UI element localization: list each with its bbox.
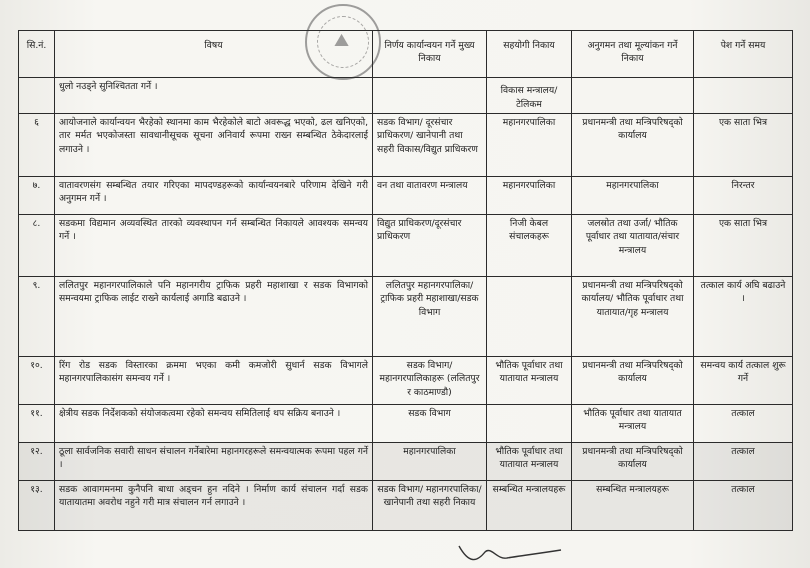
- cell-partner: भौतिक पूर्वाधार तथा यातायात मन्त्रालय: [487, 443, 572, 481]
- cell-subject: आयोजनाले कार्यान्वयन भैरहेको स्थानमा काम भैरहेकोले बाटो अवरूद्ध भएको, ढल खनिएको, तार मर्मत भएकोजस्ता सावधानीसूचक सूचना अनिवार्य रूपमा राख्न सम्बन्धित ठेकेदारलाई लगाउने ।: [55, 114, 373, 177]
- cell-lead: सडक विभाग/ दूरसंचार प्राधिकरण/ खानेपानी तथा सहरी विकास/विद्युत प्राधिकरण: [373, 114, 487, 177]
- table-row: [19, 78, 793, 114]
- decision-table: [18, 30, 793, 531]
- cell-sn: १३.: [19, 481, 55, 531]
- cell-sn: ७.: [19, 177, 55, 215]
- table-row: [19, 177, 793, 215]
- cell-monitoring: [572, 78, 694, 114]
- table-row: [19, 357, 793, 405]
- cell-lead: सडक विभाग: [373, 405, 487, 443]
- table-header-row: [19, 31, 793, 78]
- cell-lead: ललितपुर महानगरपालिका/ट्राफिक प्रहरी महाशाखा/सडक विभाग: [373, 277, 487, 357]
- cell-time: समन्वय कार्य तत्काल शुरू गर्ने: [694, 357, 793, 405]
- header-lead-agency: निर्णय कार्यान्वयन गर्ने मुख्य निकाय: [373, 31, 487, 78]
- table-row: [19, 481, 793, 531]
- cell-subject: रिंग रोड सडक विस्तारका क्रममा भएका कमी कमजोरी सुधार्न सडक विभागले महानगरपालिकासंग समन्वय गर्ने ।: [55, 357, 373, 405]
- cell-monitoring: जलस्रोत तथा उर्जा/ भौतिक पूर्वाधार तथा यातायात/संचार मन्त्रालय: [572, 215, 694, 277]
- cell-time: तत्काल कार्य अघि बढाउने ।: [694, 277, 793, 357]
- cell-lead: वन तथा वातावरण मन्त्रालय: [373, 177, 487, 215]
- cell-subject: सडक आवागमनमा कुनैपनि बाधा अड्चन हुन नदिने । निर्माण कार्य संचालन गर्दा सडक यातायातमा अवरोध नहुने गरी मात्र संचालन गर्न लगाउने ।: [55, 481, 373, 531]
- cell-sn: ११.: [19, 405, 55, 443]
- seal-emblem-icon: ⛰: [334, 30, 350, 51]
- table-row: [19, 114, 793, 177]
- cell-partner: विकास मन्त्रालय/टेलिकम: [487, 78, 572, 114]
- cell-time: तत्काल: [694, 405, 793, 443]
- cell-sn: १२.: [19, 443, 55, 481]
- cell-lead: सडक विभाग/ महानगरपालिका/ खानेपानी तथा सहरी निकाय: [373, 481, 487, 531]
- cell-monitoring: महानगरपालिका: [572, 177, 694, 215]
- cell-time: तत्काल: [694, 481, 793, 531]
- cell-sn: ६: [19, 114, 55, 177]
- cell-sn: १०.: [19, 357, 55, 405]
- cell-monitoring: प्रधानमन्त्री तथा मन्त्रिपरिषद्को कार्यालय/ भौतिक पूर्वाधार तथा यातायात/गृह मन्त्रालय: [572, 277, 694, 357]
- cell-lead: विद्युत प्राधिकरण/दूरसंचार प्राधिकरण: [373, 215, 487, 277]
- cell-subject: क्षेत्रीय सडक निर्देशकको संयोजकत्वमा रहेको समन्वय समितिलाई थप सक्रिय बनाउने ।: [55, 405, 373, 443]
- cell-subject: ललितपुर महानगरपालिकाले पनि महानगरीय ट्राफिक प्रहरी महाशाखा र सडक विभागको समन्वयमा ट्राफिक लाईट राख्ने कार्यलाई अगाडि बढाउने ।: [55, 277, 373, 357]
- cell-monitoring: प्रधानमन्त्री तथा मन्त्रिपरिषद्को कार्यालय: [572, 114, 694, 177]
- table-row: [19, 443, 793, 481]
- cell-monitoring: प्रधानमन्त्री तथा मन्त्रिपरिषद्को कार्यालय: [572, 443, 694, 481]
- cell-time: निरन्तर: [694, 177, 793, 215]
- cell-time: एक साता भित्र: [694, 215, 793, 277]
- cell-sn: ९.: [19, 277, 55, 357]
- header-monitoring-agency: अनुगमन तथा मूल्यांकन गर्ने निकाय: [572, 31, 694, 78]
- table-row: [19, 215, 793, 277]
- cell-sn: ८.: [19, 215, 55, 277]
- cell-partner: महानगरपालिका: [487, 177, 572, 215]
- table-row: [19, 405, 793, 443]
- header-timeline: पेश गर्ने समय: [694, 31, 793, 78]
- cell-partner: [487, 277, 572, 357]
- cell-monitoring: सम्बन्धित मन्त्रालयहरू: [572, 481, 694, 531]
- cell-subject: सडकमा विद्यमान अव्यवस्थित तारको व्यवस्थापन गर्न सम्बन्धित निकायले आवश्यक समन्वय गर्ने ।: [55, 215, 373, 277]
- cell-lead: सडक विभाग/महानगरपालिकाहरू (ललितपुर र काठमाण्डौ): [373, 357, 487, 405]
- cell-subject: वातावरणसंग सम्बन्धित तयार गरिएका मापदण्डहरूको कार्यान्वयनबारे परिणाम देखिने गरी अनुगमन गर्ने ।: [55, 177, 373, 215]
- cell-monitoring: प्रधानमन्त्री तथा मन्त्रिपरिषद्को कार्यालय: [572, 357, 694, 405]
- header-sn: सि.नं.: [19, 31, 55, 78]
- cell-partner: निजी केबल संचालकहरू: [487, 215, 572, 277]
- cell-time: एक साता भित्र: [694, 114, 793, 177]
- handwritten-signature: [455, 538, 565, 566]
- cell-subject: ठूला सार्वजनिक सवारी साधन संचालन गर्नेबारेमा महानगरहरूले समन्वयात्मक रूपमा पहल गर्ने ।: [55, 443, 373, 481]
- cell-partner: [487, 405, 572, 443]
- cell-lead: [373, 78, 487, 114]
- header-subject: विषय: [55, 31, 373, 78]
- cell-subject: धुलो नउड्ने सुनिश्चितता गर्ने ।: [55, 78, 373, 114]
- cell-partner: सम्बन्धित मन्त्रालयहरू: [487, 481, 572, 531]
- table-row: [19, 277, 793, 357]
- cell-monitoring: भौतिक पूर्वाधार तथा यातायात मन्त्रालय: [572, 405, 694, 443]
- cell-partner: भौतिक पूर्वाधार तथा यातायात मन्त्रालय: [487, 357, 572, 405]
- cell-sn: [19, 78, 55, 114]
- cell-partner: महानगरपालिका: [487, 114, 572, 177]
- header-partner-agency: सहयोगी निकाय: [487, 31, 572, 78]
- cell-lead: महानगरपालिका: [373, 443, 487, 481]
- cell-time: तत्काल: [694, 443, 793, 481]
- cell-time: [694, 78, 793, 114]
